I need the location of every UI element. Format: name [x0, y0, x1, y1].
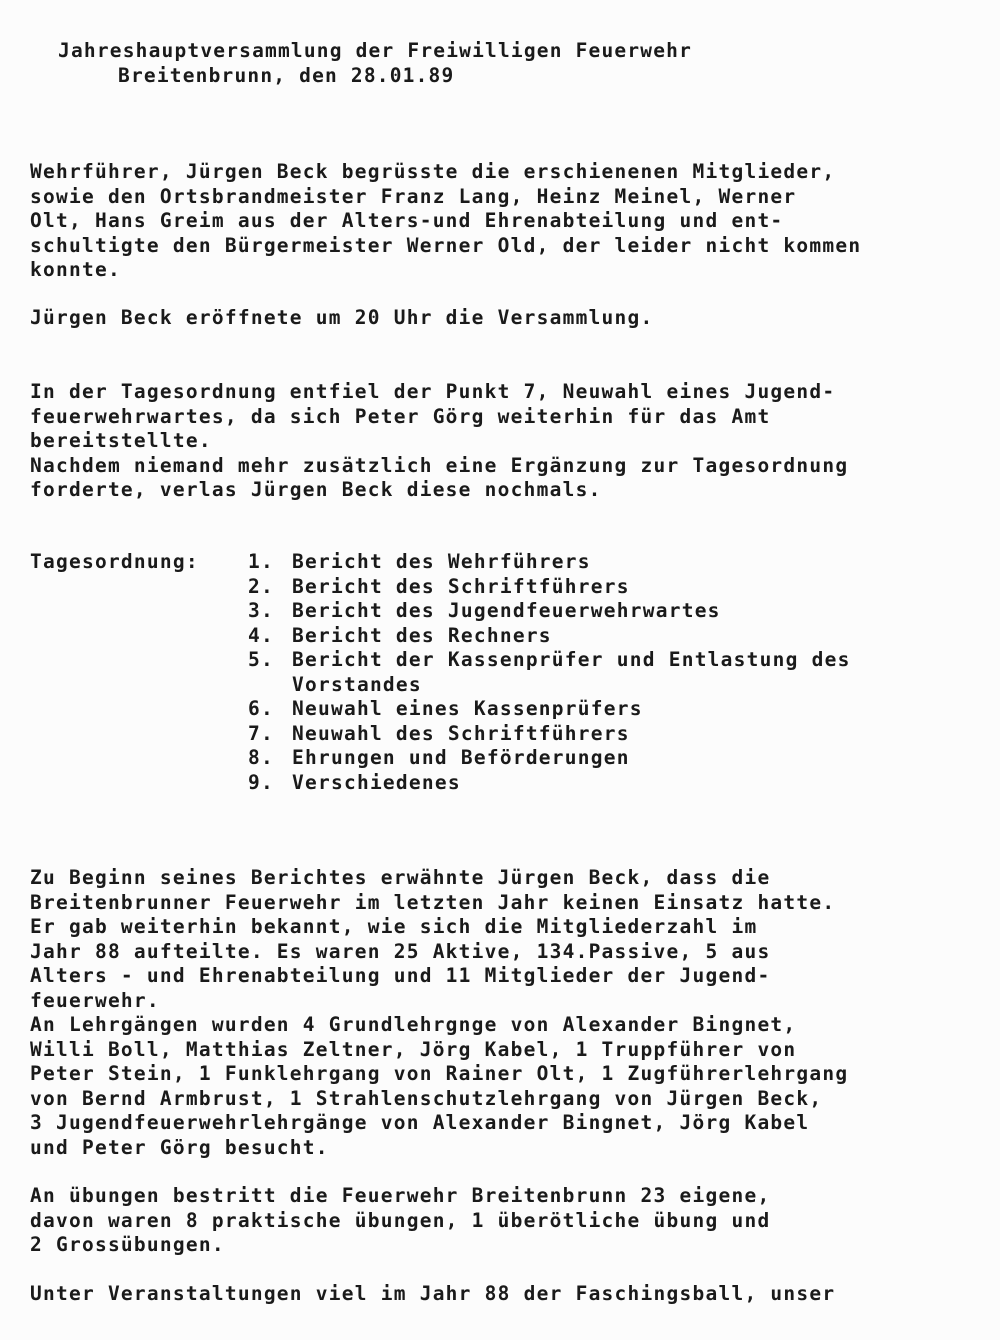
agenda-item-text: Neuwahl des Schriftführers	[292, 721, 630, 745]
document-subtitle: Breitenbrunn, den 28.01.89	[118, 64, 455, 87]
agenda-item-number: 1.	[248, 550, 274, 573]
agenda-item	[248, 599, 851, 624]
agenda-item-number: 7.	[248, 721, 274, 745]
paragraph-opening: Jürgen Beck eröffnete um 20 Uhr die Versammlung.	[30, 306, 654, 329]
agenda-item-number: 3.	[248, 599, 274, 622]
agenda-item	[248, 648, 851, 697]
agenda-item	[248, 746, 851, 771]
paragraph-report: Zu Beginn seines Berichtes erwähnte Jürgen Beck, dass die Breitenbrunner Feuerwehr im letzten Jahr keinen Einsatz hatte. Er gab weiterhin bekannt, wie sich die Mitgliederzahl im Jahr 88 aufteilte. Es waren 25 Aktive, 134.Passive, 5 aus Alters - und Ehrenabteilung und 11 Mitglieder der Jugend- feuerwehr. An Lehrgängen wurden 4 Grundlehrgnge von Alexander Bingnet, Willi Boll, Matthias Zeltner, Jörg Kabel, 1 Truppführer von Peter Stein, 1 Funklehrgang von Rainer Olt, 1 Zugführerlehrgang von Bernd Armbrust, 1 Strahlenschutzlehrgang von Jürgen Beck, 3 Jugendfeuerwehrlehrgänge von Alexander Bingnet, Jörg Kabel und Peter Görg besucht.	[30, 866, 849, 1159]
agenda-item-text: Bericht des Wehrführers	[292, 550, 591, 573]
agenda-item-text: Neuwahl eines Kassenprüfers	[292, 697, 643, 720]
agenda-item-number: 5.	[248, 648, 274, 671]
agenda-item-number: 2.	[248, 574, 274, 598]
document-title: Jahreshauptversammlung der Freiwilligen Feuerwehr	[58, 39, 693, 62]
agenda-item-text: Bericht des Schriftführers	[292, 574, 630, 598]
paragraph-events: Unter Veranstaltungen viel im Jahr 88 der Faschingsball, unser	[30, 1282, 836, 1305]
agenda-item-text: Bericht der Kassenprüfer und Entlastung des Vorstandes	[292, 648, 851, 696]
agenda-item	[248, 575, 851, 600]
agenda-item	[248, 550, 851, 575]
agenda-label: Tagesordnung:	[30, 550, 199, 573]
agenda-item-number: 9.	[248, 770, 274, 794]
agenda-item	[248, 722, 851, 747]
agenda-item-text: Bericht des Jugendfeuerwehrwartes	[292, 599, 721, 622]
agenda-item	[248, 624, 851, 649]
agenda-item	[248, 771, 851, 796]
paragraph-agenda-change: In der Tagesordnung entfiel der Punkt 7, Neuwahl eines Jugend- feuerwehrwartes, da sich Peter Görg weiterhin für das Amt bereitstellte. Nachdem niemand mehr zusätzlich eine Ergänzung zur Tagesordnung forderte, verlas Jürgen Beck diese nochmals.	[30, 380, 849, 501]
agenda-item-number: 8.	[248, 746, 274, 769]
paragraph-welcome: Wehrführer, Jürgen Beck begrüsste die erschienenen Mitglieder, sowie den Ortsbrandmeister Franz Lang, Heinz Meinel, Werner Olt, Hans Greim aus der Alters-und Ehrenabteilung und ent- schultigte den Bürgermeister Werner Old, der leider nicht kommen konnte.	[30, 160, 862, 281]
agenda-item-number: 4.	[248, 623, 274, 647]
agenda-item-text: Bericht des Rechners	[292, 623, 552, 647]
agenda-item-text: Verschiedenes	[292, 770, 461, 794]
agenda-list	[248, 550, 851, 795]
agenda-item-number: 6.	[248, 697, 274, 720]
paragraph-exercises: An übungen bestritt die Feuerwehr Breitenbrunn 23 eigene, davon waren 8 praktische übungen, 1 überötliche übung und 2 Grossübungen.	[30, 1184, 771, 1256]
agenda-item	[248, 697, 851, 722]
agenda-item-text: Ehrungen und Beförderungen	[292, 746, 630, 769]
